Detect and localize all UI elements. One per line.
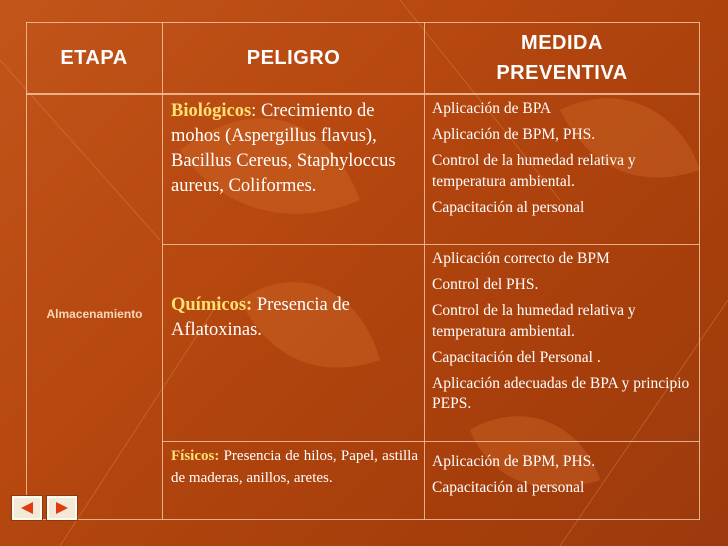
measure-item: Aplicación adecuadas de BPA y principio PEPS. [432, 374, 690, 412]
measures-quimicos [425, 245, 699, 441]
hazard-table [26, 22, 700, 520]
measure-item: Control de la humedad relativa y temperatura ambiental. [432, 302, 636, 340]
hazard-fisicos [163, 442, 424, 519]
measure-item: Aplicación correcto de BPM [432, 250, 610, 267]
header-medida-preventiva [425, 22, 699, 94]
measure-item: Capacitación del Personal . [432, 348, 601, 366]
header-etapa [26, 22, 162, 94]
header-peligro [163, 22, 424, 94]
hazard-category: Físicos: [171, 448, 220, 464]
measure-item: Aplicación de BPM, PHS. [432, 453, 596, 470]
triangle-right-icon [54, 501, 70, 515]
measure-item: Capacitación al personal [432, 479, 585, 496]
next-slide-button[interactable] [47, 496, 77, 520]
header-etapa-text: ETAPA [60, 47, 128, 69]
measure-item: Capacitación al personal [432, 198, 585, 216]
hazard-category: Químicos: [171, 295, 253, 315]
hazard-biologicos [163, 95, 424, 244]
hazard-text: Presencia de hilos, Papel, astilla de maderas, anillos, aretes. [171, 448, 418, 486]
stage-label: Almacenamiento [46, 307, 143, 321]
header-medida-line2: PREVENTIVA [496, 62, 628, 84]
measures-biologicos [425, 95, 699, 244]
header-medida-line1: MEDIDA [521, 32, 603, 54]
measure-item: Aplicación de BPM, PHS. [432, 126, 596, 143]
hazard-quimicos [163, 245, 424, 441]
hazard-separator: : [251, 101, 257, 121]
hazard-text: Crecimiento de mohos (Aspergillus flavus), Bacillus Cereus, Staphyloccus aureus, Coliformes. [171, 101, 396, 196]
measure-item: Aplicación de BPA [432, 100, 552, 117]
stage-cell [27, 95, 162, 519]
previous-slide-button[interactable] [12, 496, 42, 520]
triangle-left-icon [19, 501, 35, 515]
hazard-category: Biológicos [171, 101, 252, 121]
measure-item: Control del PHS. [432, 276, 539, 293]
measures-fisicos [425, 442, 699, 519]
hazard-text: Presencia de Aflatoxinas. [171, 295, 350, 340]
measure-item: Control de la humedad relativa y temperatura ambiental. [432, 152, 636, 190]
header-peligro-text: PELIGRO [246, 47, 341, 69]
